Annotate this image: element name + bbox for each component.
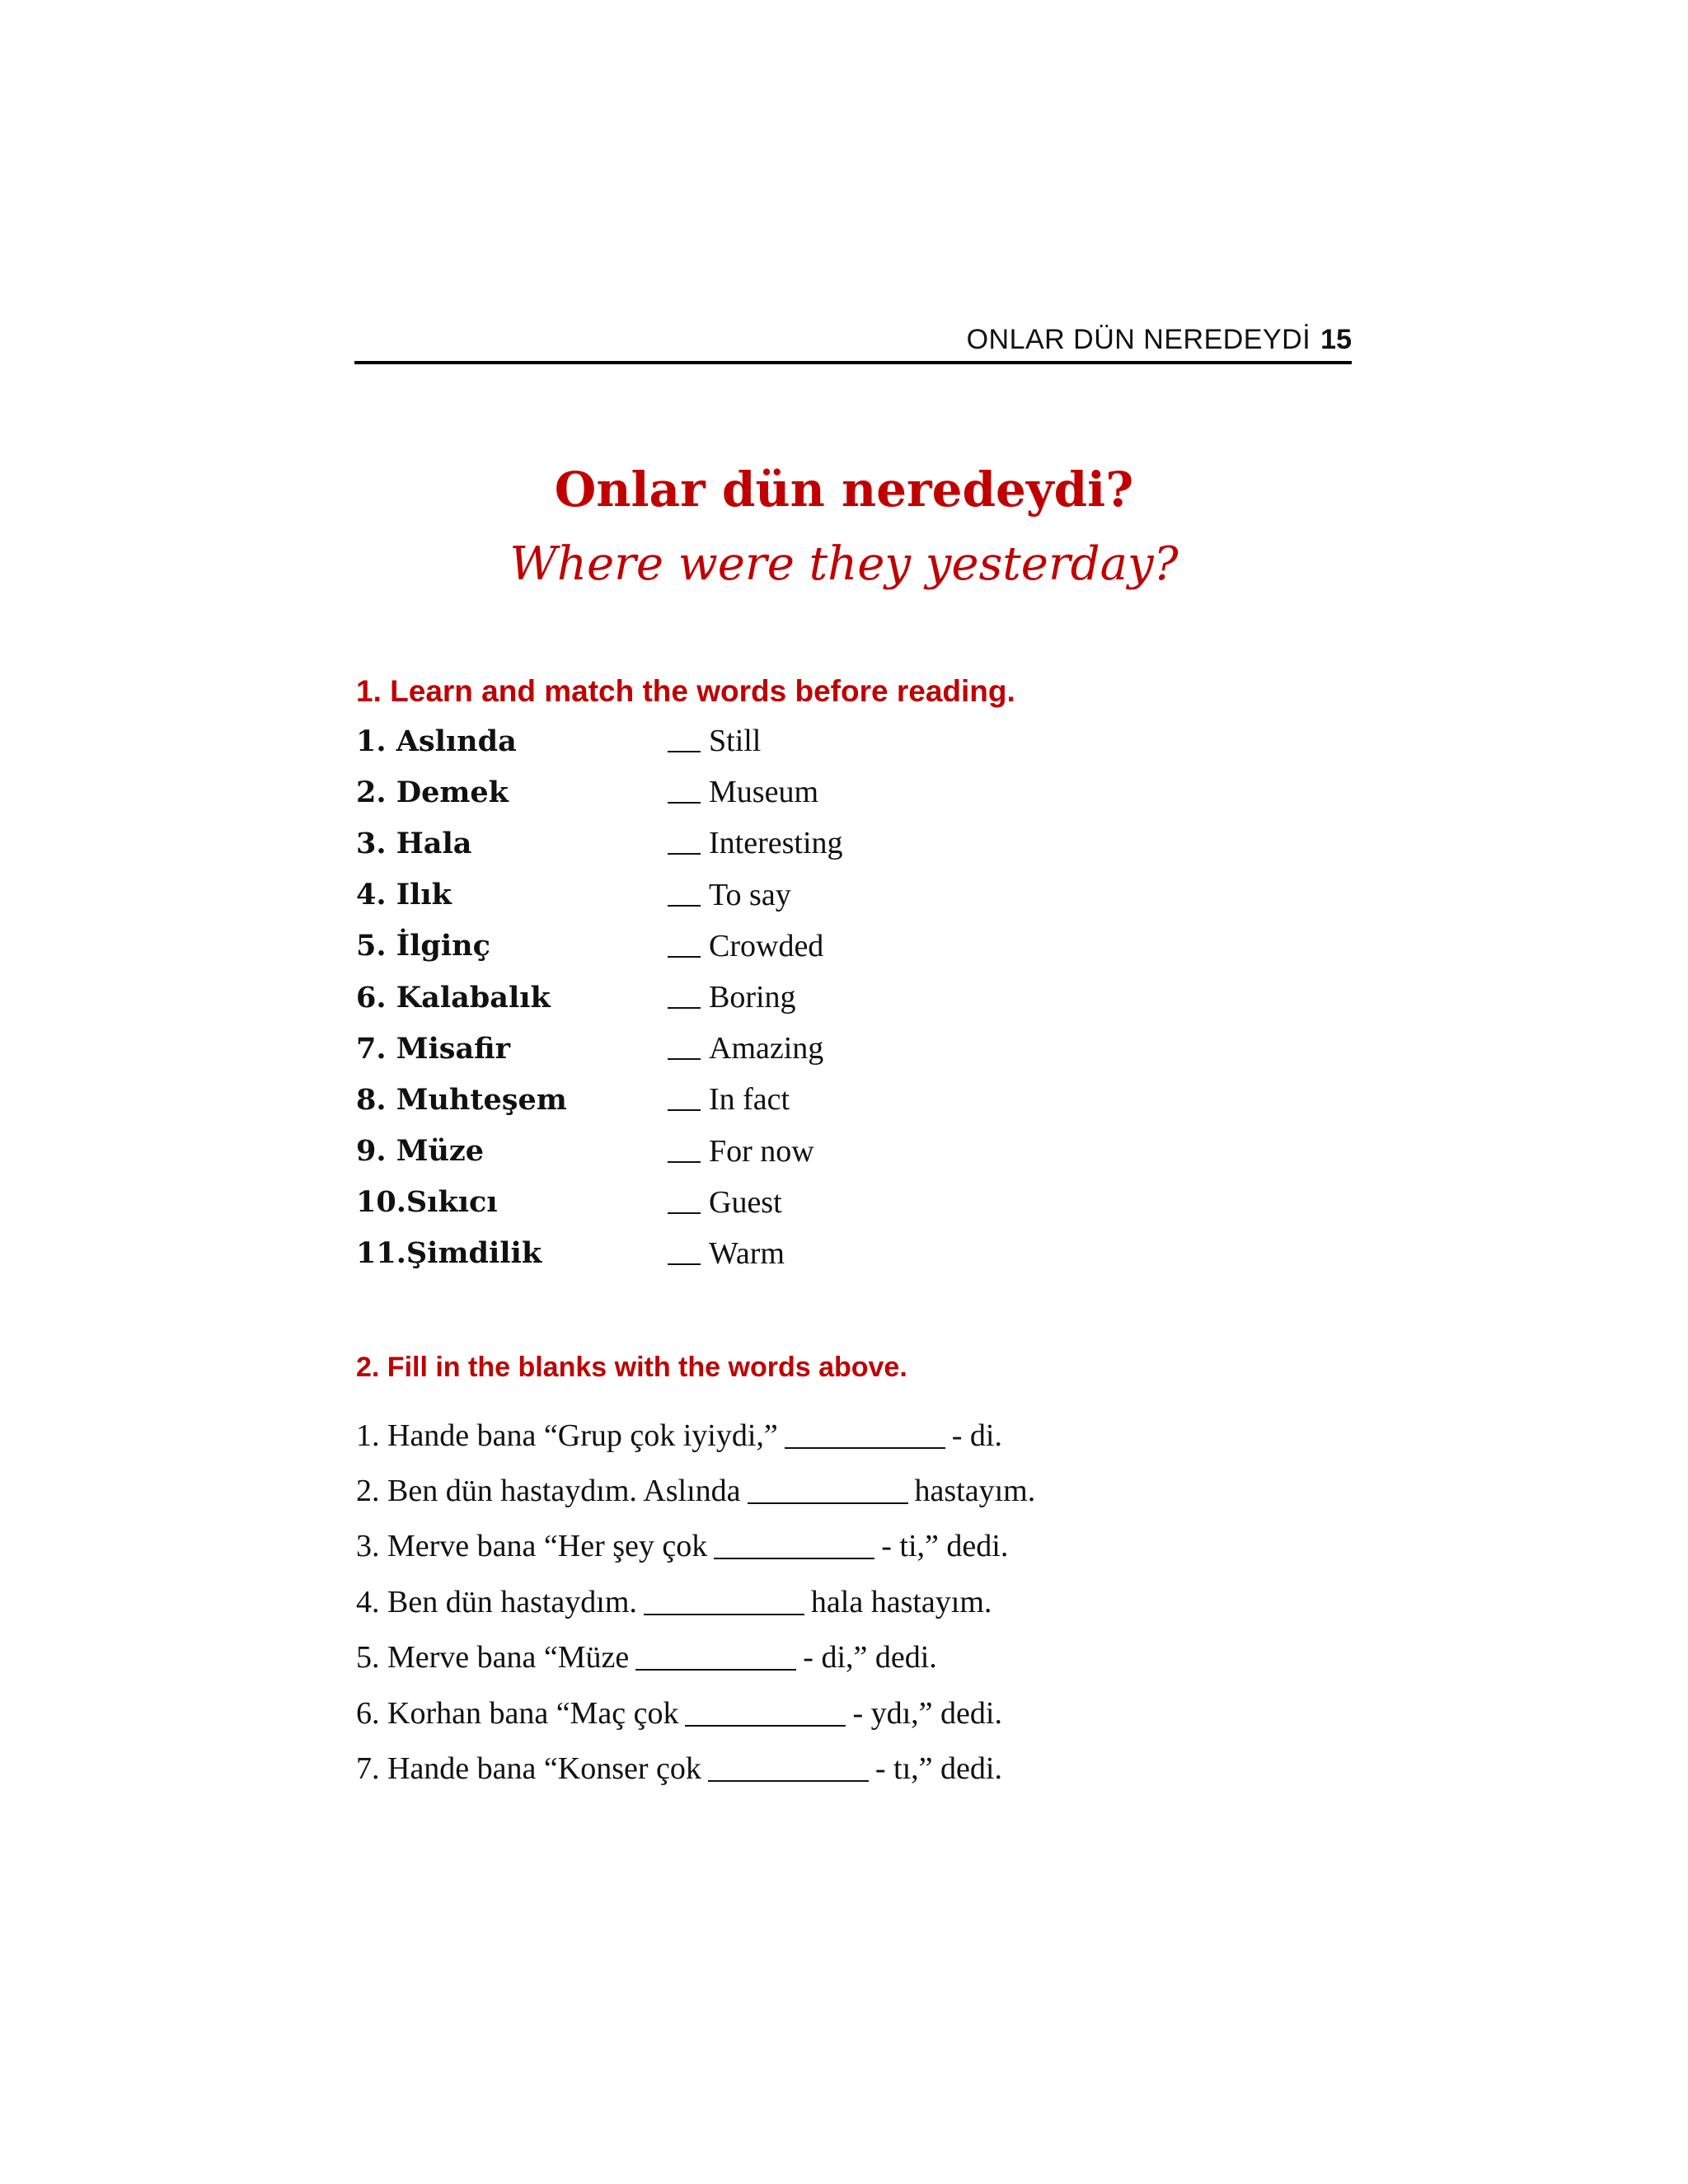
page-title: Onlar dün neredeydi? [554, 462, 1134, 518]
fill-sentence [356, 1685, 1345, 1741]
vocab-row [356, 1126, 933, 1177]
sentence-after: - di. [951, 1418, 1002, 1453]
vocab-definition: Amazing [709, 1031, 824, 1066]
sentence-before: 4. Ben dün hastaydım. [356, 1584, 637, 1619]
vocab-row [356, 972, 933, 1023]
fill-blank[interactable] [644, 1589, 804, 1615]
fill-sentence [356, 1408, 1345, 1463]
running-header [354, 323, 1352, 364]
vocab-term: 8. Muhteşem [356, 1082, 567, 1117]
vocab-definition: To say [709, 877, 791, 912]
sentence-before: 7. Hande bana “Konser çok [356, 1751, 701, 1787]
vocab-row [356, 1074, 933, 1125]
vocab-term: 6. Kalabalık [356, 980, 551, 1015]
fill-sentence [356, 1519, 1345, 1574]
fill-sentence [356, 1574, 1345, 1629]
match-blank[interactable] [668, 1242, 701, 1265]
fill-sentence [356, 1630, 1345, 1685]
fill-blank[interactable] [748, 1478, 908, 1504]
vocab-term: 5. İlginç [356, 929, 490, 963]
sentence-after: - tı,” dedi. [874, 1751, 1002, 1787]
sentence-after: - ydı,” dedi. [852, 1695, 1002, 1731]
vocab-row [356, 766, 933, 818]
sentence-after: hastayım. [914, 1474, 1036, 1509]
fill-blank[interactable] [714, 1533, 874, 1559]
vocab-term: 4. Ilık [356, 878, 452, 912]
match-blank[interactable] [668, 883, 701, 907]
match-blank[interactable] [668, 780, 701, 804]
vocab-row [356, 1228, 933, 1279]
match-blank[interactable] [668, 986, 701, 1009]
fill-sentence [356, 1463, 1345, 1518]
vocab-row [356, 1023, 933, 1074]
sentence-after: - ti,” dedi. [881, 1529, 1009, 1564]
match-blank[interactable] [668, 1191, 701, 1214]
match-blank[interactable] [668, 1037, 701, 1060]
vocab-term: 3. Hala [356, 826, 472, 860]
match-blank[interactable] [668, 729, 701, 752]
fill-blank[interactable] [685, 1700, 846, 1727]
vocab-term: 11.Şimdilik [356, 1236, 542, 1271]
fill-sentence [356, 1741, 1345, 1796]
vocab-row [356, 715, 933, 766]
vocab-definition: Still [709, 724, 762, 759]
vocab-row [356, 921, 933, 972]
sentence-before: 1. Hande bana “Grup çok iyiydi,” [356, 1418, 778, 1453]
vocab-definition: Guest [709, 1184, 782, 1220]
page-number: 15 [1320, 324, 1352, 355]
section1-heading: 1. Learn and match the words before reading. [356, 674, 1015, 708]
sentence-before: 5. Merve bana “Müze [356, 1640, 630, 1675]
sentence-before: 2. Ben dün hastaydım. Aslında [356, 1474, 741, 1509]
fill-blank[interactable] [635, 1644, 796, 1671]
vocab-term: 7. Misafir [356, 1031, 511, 1066]
fill-in-list [356, 1408, 1345, 1797]
match-blank[interactable] [668, 935, 701, 958]
vocab-row [356, 1177, 933, 1228]
vocab-definition: Interesting [709, 826, 843, 861]
vocab-definition: For now [709, 1133, 814, 1169]
vocab-term: 1. Aslında [356, 724, 517, 758]
sentence-before: 6. Korhan bana “Maç çok [356, 1695, 679, 1731]
vocab-definition: In fact [709, 1082, 790, 1118]
vocab-term: 9. Müze [356, 1134, 485, 1169]
fill-blank[interactable] [785, 1422, 945, 1449]
match-blank[interactable] [668, 832, 701, 855]
match-blank[interactable] [668, 1088, 701, 1111]
sentence-after: - di,” dedi. [803, 1640, 937, 1675]
vocab-term: 2. Demek [356, 775, 509, 809]
vocab-definition: Crowded [709, 928, 824, 963]
vocab-row [356, 818, 933, 869]
vocab-definition: Boring [709, 980, 796, 1015]
vocab-term: 10.Sıkıcı [356, 1185, 498, 1220]
vocab-definition: Museum [709, 775, 818, 810]
section2-heading: 2. Fill in the blanks with the words above. [356, 1352, 907, 1383]
sentence-after: hala hastayım. [810, 1584, 992, 1619]
match-blank[interactable] [668, 1140, 701, 1163]
vocab-definition: Warm [709, 1235, 785, 1271]
sentence-before: 3. Merve bana “Her şey çok [356, 1529, 708, 1564]
fill-blank[interactable] [708, 1755, 869, 1782]
page-subtitle: Where were they yesterday? [509, 537, 1179, 591]
vocab-row [356, 869, 933, 921]
vocab-list [356, 715, 933, 1279]
header-title: ONLAR DÜN NEREDEYDİ [966, 324, 1311, 355]
